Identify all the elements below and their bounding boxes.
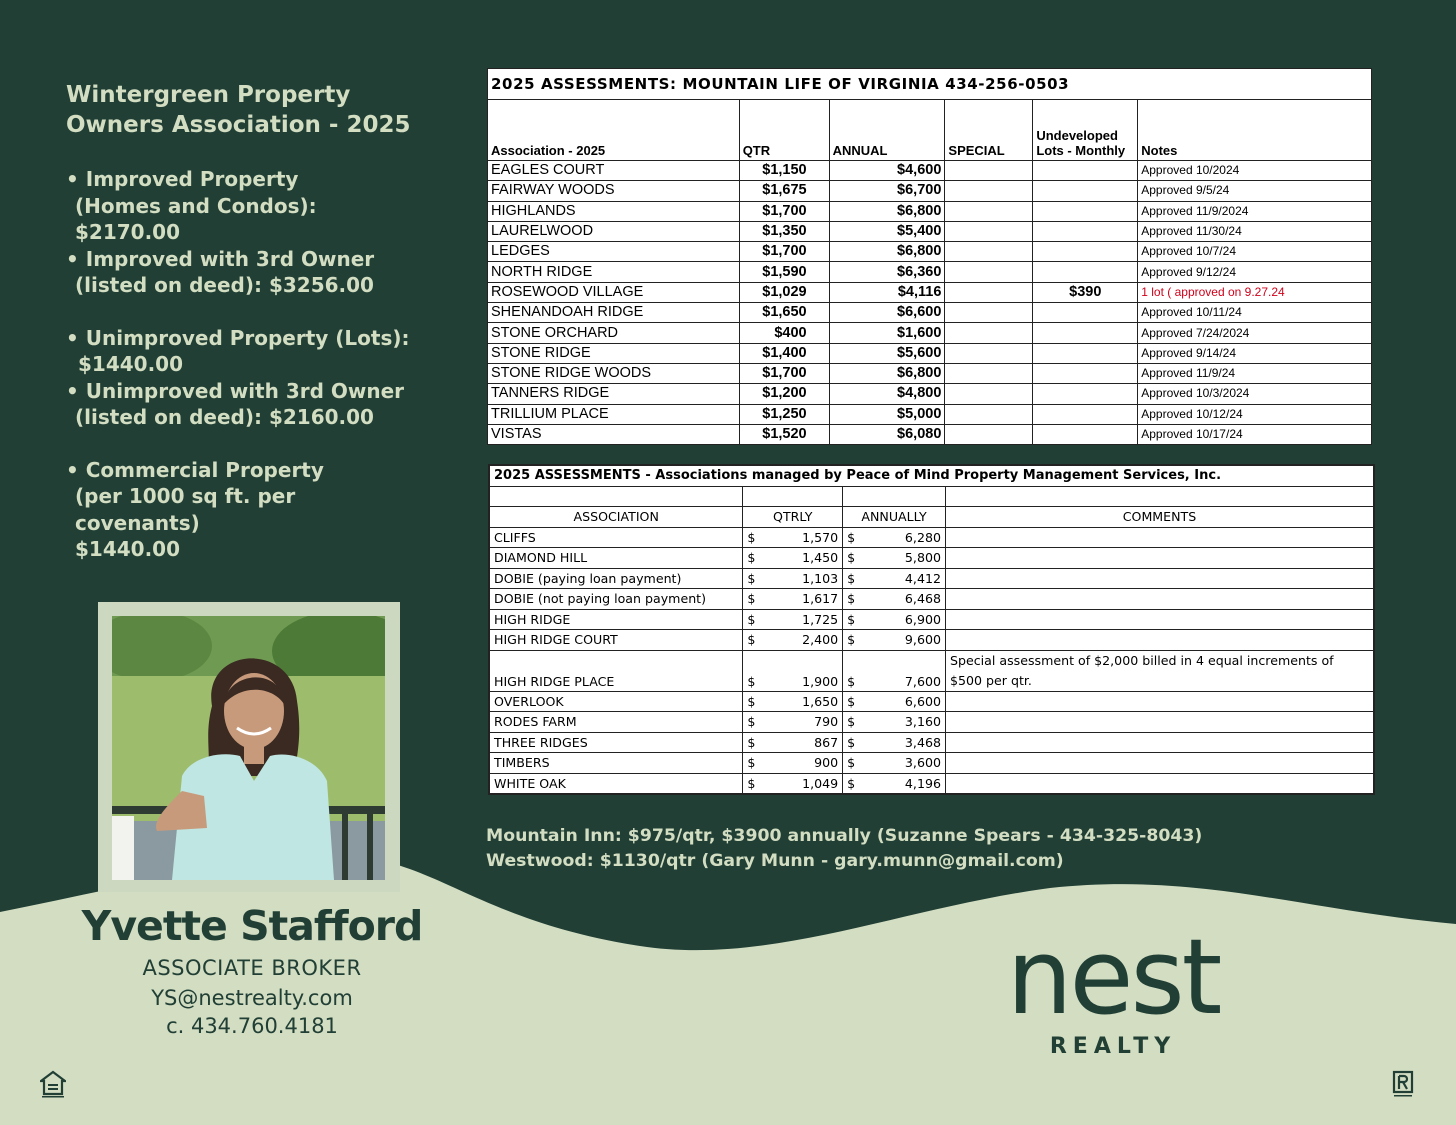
amount-value: 6,600 — [904, 693, 941, 709]
association-cell: STONE ORCHARD — [488, 323, 740, 343]
association-cell: SHENANDOAH RIDGE — [488, 303, 740, 323]
agent-phone[interactable]: c. 434.760.4181 — [166, 1014, 338, 1038]
bullet-unimproved-3rd: • Unimproved with 3rd Owner — [66, 378, 405, 403]
qtrly-cell — [743, 568, 843, 589]
association-cell: DOBIE (paying loan payment) — [489, 568, 743, 589]
undeveloped-cell — [1033, 323, 1138, 343]
table1-header-undeveloped: Undeveloped Lots - Monthly — [1033, 100, 1138, 161]
comments-cell — [945, 691, 1374, 712]
table1-body — [488, 161, 1372, 445]
table2-row — [489, 773, 1374, 794]
association-cell: LEDGES — [488, 242, 740, 262]
annual-cell: $4,116 — [829, 282, 945, 302]
annually-cell — [843, 630, 946, 651]
association-cell: HIGH RIDGE PLACE — [489, 650, 743, 691]
table1-row — [488, 363, 1372, 383]
qtr-cell: $1,200 — [739, 384, 829, 404]
annual-cell: $6,700 — [829, 181, 945, 201]
undeveloped-cell — [1033, 384, 1138, 404]
comments-cell — [945, 773, 1374, 794]
currency-symbol: $ — [747, 734, 756, 750]
association-cell: NORTH RIDGE — [488, 262, 740, 282]
comments-cell — [945, 589, 1374, 610]
amount-value: 9,600 — [904, 632, 941, 648]
qtr-cell: $1,400 — [739, 343, 829, 363]
amount-value: 6,900 — [904, 611, 941, 627]
agent-role: ASSOCIATE BROKER — [142, 956, 362, 980]
currency-symbol: $ — [847, 693, 856, 709]
special-cell — [945, 201, 1033, 221]
special-cell — [945, 384, 1033, 404]
table2-row — [489, 691, 1374, 712]
annually-cell — [843, 753, 946, 774]
amount-value: 1,049 — [802, 775, 839, 791]
annually-cell — [843, 609, 946, 630]
table1-header-row — [488, 100, 1372, 161]
association-cell: WHITE OAK — [489, 773, 743, 794]
amount-value: 1,617 — [802, 591, 839, 607]
amount-value: 1,900 — [802, 673, 839, 689]
annually-cell — [843, 527, 946, 548]
table1-row — [488, 404, 1372, 424]
amount-value: 4,196 — [904, 775, 941, 791]
amount-value: 4,412 — [904, 570, 941, 586]
currency-symbol: $ — [847, 529, 856, 545]
comments-cell — [945, 753, 1374, 774]
annual-cell: $6,800 — [829, 363, 945, 383]
table1-row — [488, 161, 1372, 181]
annual-cell: $1,600 — [829, 323, 945, 343]
annually-cell — [843, 650, 946, 691]
special-cell — [945, 343, 1033, 363]
annual-cell: $5,600 — [829, 343, 945, 363]
currency-symbol: $ — [747, 693, 756, 709]
table1-row — [488, 181, 1372, 201]
annual-cell: $6,360 — [829, 262, 945, 282]
table1-row — [488, 242, 1372, 262]
annual-cell: $5,400 — [829, 221, 945, 241]
association-cell: HIGHLANDS — [488, 201, 740, 221]
special-cell — [945, 181, 1033, 201]
undeveloped-cell — [1033, 221, 1138, 241]
association-cell: ROSEWOOD VILLAGE — [488, 282, 740, 302]
notes-cell: Approved 10/2024 — [1138, 161, 1372, 181]
amount-value: 1,725 — [802, 611, 839, 627]
annually-cell — [843, 773, 946, 794]
table2-title: 2025 ASSESSMENTS - Associations managed by Peace of Mind Property Management Services, Inc. — [489, 465, 1374, 486]
special-cell — [945, 363, 1033, 383]
qtrly-cell — [743, 732, 843, 753]
currency-symbol: $ — [847, 611, 856, 627]
table2-row — [489, 589, 1374, 610]
undeveloped-cell — [1033, 242, 1138, 262]
table2-header-comments: COMMENTS — [945, 507, 1374, 528]
currency-symbol: $ — [847, 591, 856, 607]
table1-row — [488, 424, 1372, 444]
association-cell: DIAMOND HILL — [489, 548, 743, 569]
westwood-line: Westwood: $1130/qtr (Gary Munn - gary.munn@gmail.com) — [486, 850, 1064, 871]
table2-row — [489, 609, 1374, 630]
association-cell: RODES FARM — [489, 712, 743, 733]
annually-cell — [843, 589, 946, 610]
bullet-improved: • Improved Property — [66, 167, 299, 191]
bullet-unimproved: • Unimproved Property (Lots): — [66, 325, 410, 350]
qtr-cell: $1,700 — [739, 363, 829, 383]
undeveloped-cell — [1033, 262, 1138, 282]
agent-email[interactable]: YS@nestrealty.com — [151, 986, 353, 1010]
notes-cell: Approved 11/9/2024 — [1138, 201, 1372, 221]
currency-symbol: $ — [847, 632, 856, 648]
hoa-title — [66, 80, 426, 140]
currency-symbol: $ — [847, 570, 856, 586]
comments-cell — [945, 712, 1374, 733]
agent-photo-frame — [98, 602, 400, 892]
bullet-commercial-detail: (per 1000 sq ft. per covenants) — [75, 484, 296, 535]
table1-row — [488, 303, 1372, 323]
undeveloped-cell — [1033, 424, 1138, 444]
annual-cell: $4,800 — [829, 384, 945, 404]
currency-symbol: $ — [847, 673, 856, 689]
table1-row — [488, 221, 1372, 241]
qtr-cell: $1,350 — [739, 221, 829, 241]
association-cell: TIMBERS — [489, 753, 743, 774]
qtr-cell: $1,700 — [739, 242, 829, 262]
amount-value: 3,600 — [904, 755, 941, 771]
association-cell: STONE RIDGE — [488, 343, 740, 363]
comments-cell — [945, 732, 1374, 753]
table2-row — [489, 650, 1374, 691]
association-cell: TRILLIUM PLACE — [488, 404, 740, 424]
table1-header-association: Association - 2025 — [488, 100, 740, 161]
bullet-improved-3rd: • Improved with 3rd Owner — [66, 246, 375, 271]
association-cell: TANNERS RIDGE — [488, 384, 740, 404]
qtrly-cell — [743, 609, 843, 630]
currency-symbol: $ — [747, 714, 756, 730]
annually-cell — [843, 691, 946, 712]
other-associations-note — [486, 824, 1202, 873]
qtr-cell: $1,250 — [739, 404, 829, 424]
qtr-cell: $1,029 — [739, 282, 829, 302]
special-cell — [945, 404, 1033, 424]
amount-value: 6,468 — [904, 591, 941, 607]
hoa-title-line2: Owners Association - 2025 — [66, 112, 411, 138]
currency-symbol: $ — [747, 755, 756, 771]
special-cell — [945, 303, 1033, 323]
realtor-icon — [1392, 1070, 1414, 1098]
qtrly-cell — [743, 548, 843, 569]
table2-header-row — [489, 507, 1374, 528]
currency-symbol: $ — [847, 775, 856, 791]
association-cell: CLIFFS — [489, 527, 743, 548]
comments-cell — [945, 527, 1374, 548]
currency-symbol: $ — [847, 755, 856, 771]
qtrly-cell — [743, 712, 843, 733]
bullet-improved-3rd-value: (listed on deed): $3256.00 — [75, 273, 374, 297]
qtr-cell: $400 — [739, 323, 829, 343]
table2-row — [489, 753, 1374, 774]
table2-header-annually: ANNUALLY — [843, 507, 946, 528]
table1-header-qtr: QTR — [739, 100, 829, 161]
notes-cell: Approved 10/17/24 — [1138, 424, 1372, 444]
comments-cell — [945, 548, 1374, 569]
mountain-life-assessment-table — [487, 68, 1372, 445]
undeveloped-cell: $390 — [1033, 282, 1138, 302]
association-cell: HIGH RIDGE COURT — [489, 630, 743, 651]
special-cell — [945, 161, 1033, 181]
currency-symbol: $ — [847, 550, 856, 566]
comments-cell — [945, 568, 1374, 589]
currency-symbol: $ — [747, 550, 756, 566]
undeveloped-cell — [1033, 161, 1138, 181]
amount-value: 1,103 — [802, 570, 839, 586]
association-cell: LAURELWOOD — [488, 221, 740, 241]
table1-row — [488, 262, 1372, 282]
qtrly-cell — [743, 650, 843, 691]
nest-logo-sub: REALTY — [1049, 1034, 1177, 1059]
association-cell: THREE RIDGES — [489, 732, 743, 753]
table2-row — [489, 527, 1374, 548]
annual-cell: $6,800 — [829, 242, 945, 262]
amount-value: 6,280 — [904, 529, 941, 545]
annually-cell — [843, 548, 946, 569]
table1-row — [488, 384, 1372, 404]
table1-row — [488, 343, 1372, 363]
special-cell — [945, 424, 1033, 444]
currency-symbol: $ — [747, 529, 756, 545]
notes-cell: Approved 9/14/24 — [1138, 343, 1372, 363]
annually-cell — [843, 568, 946, 589]
notes-cell: Approved 10/12/24 — [1138, 404, 1372, 424]
association-cell: STONE RIDGE WOODS — [488, 363, 740, 383]
table2-row — [489, 712, 1374, 733]
association-cell: EAGLES COURT — [488, 161, 740, 181]
amount-value: 3,468 — [904, 734, 941, 750]
undeveloped-cell — [1033, 404, 1138, 424]
annually-cell — [843, 712, 946, 733]
amount-value: 790 — [814, 714, 839, 730]
qtrly-cell — [743, 589, 843, 610]
table1-header-special: SPECIAL — [945, 100, 1033, 161]
hoa-title-line1: Wintergreen Property — [66, 82, 351, 108]
amount-value: 867 — [814, 734, 839, 750]
notes-cell: Approved 7/24/2024 — [1138, 323, 1372, 343]
amount-value: 1,570 — [802, 529, 839, 545]
table2-row — [489, 548, 1374, 569]
currency-symbol: $ — [847, 734, 856, 750]
undeveloped-cell — [1033, 201, 1138, 221]
table2-row — [489, 732, 1374, 753]
currency-symbol: $ — [747, 611, 756, 627]
annually-cell — [843, 732, 946, 753]
undeveloped-cell — [1033, 181, 1138, 201]
qtr-cell: $1,700 — [739, 201, 829, 221]
qtr-cell: $1,590 — [739, 262, 829, 282]
table2-header-association: ASSOCIATION — [489, 507, 743, 528]
table2-row — [489, 630, 1374, 651]
special-cell — [945, 323, 1033, 343]
association-cell: OVERLOOK — [489, 691, 743, 712]
notes-cell: Approved 11/9/24 — [1138, 363, 1372, 383]
table2-body — [489, 527, 1374, 794]
amount-value: 2,400 — [802, 632, 839, 648]
notes-cell: Approved 9/5/24 — [1138, 181, 1372, 201]
undeveloped-cell — [1033, 363, 1138, 383]
amount-value: 900 — [814, 755, 839, 771]
amount-value: 5,800 — [904, 550, 941, 566]
currency-symbol: $ — [747, 632, 756, 648]
qtr-cell: $1,650 — [739, 303, 829, 323]
bullet-commercial-value: $1440.00 — [75, 537, 181, 561]
currency-symbol: $ — [847, 714, 856, 730]
bullet-unimproved-value: $1440.00 — [78, 352, 184, 376]
association-cell: FAIRWAY WOODS — [488, 181, 740, 201]
currency-symbol: $ — [747, 673, 756, 689]
undeveloped-cell — [1033, 343, 1138, 363]
qtrly-cell — [743, 527, 843, 548]
comments-cell — [945, 630, 1374, 651]
agent-photo — [112, 616, 385, 880]
notes-cell: Approved 10/3/2024 — [1138, 384, 1372, 404]
special-cell — [945, 242, 1033, 262]
amount-value: 3,160 — [904, 714, 941, 730]
agent-name: Yvette Stafford — [81, 902, 423, 950]
notes-cell: Approved 9/12/24 — [1138, 262, 1372, 282]
association-cell: VISTAS — [488, 424, 740, 444]
special-cell — [945, 221, 1033, 241]
annual-cell: $6,600 — [829, 303, 945, 323]
table1-row — [488, 282, 1372, 302]
association-cell: HIGH RIDGE — [489, 609, 743, 630]
currency-symbol: $ — [747, 591, 756, 607]
annual-cell: $4,600 — [829, 161, 945, 181]
qtrly-cell — [743, 753, 843, 774]
annual-cell: $5,000 — [829, 404, 945, 424]
special-cell — [945, 282, 1033, 302]
amount-value: 1,450 — [802, 550, 839, 566]
comments-cell — [945, 609, 1374, 630]
mountain-inn-line: Mountain Inn: $975/qtr, $3900 annually (Suzanne Spears - 434-325-8043) — [486, 826, 1203, 846]
annual-cell: $6,800 — [829, 201, 945, 221]
comments-cell: Special assessment of $2,000 billed in 4 equal increments of $500 per qtr. — [945, 650, 1374, 691]
equal-housing-icon — [40, 1070, 66, 1098]
notes-cell: Approved 10/11/24 — [1138, 303, 1372, 323]
notes-cell: 1 lot ( approved on 9.27.24 — [1138, 282, 1372, 302]
bullet-unimproved-3rd-value: (listed on deed): $2160.00 — [75, 405, 374, 429]
nest-logo-word: nest — [1006, 916, 1220, 1038]
notes-cell: Approved 10/7/24 — [1138, 242, 1372, 262]
undeveloped-cell — [1033, 303, 1138, 323]
table1-header-annual: ANNUAL — [829, 100, 945, 161]
qtr-cell: $1,675 — [739, 181, 829, 201]
annual-cell: $6,080 — [829, 424, 945, 444]
table1-header-notes: Notes — [1138, 100, 1372, 161]
table1-title: 2025 ASSESSMENTS: MOUNTAIN LIFE OF VIRGINIA 434-256-0503 — [488, 69, 1372, 100]
bullet-commercial: • Commercial Property — [66, 457, 324, 482]
amount-value: 7,600 — [904, 673, 941, 689]
table1-row — [488, 323, 1372, 343]
qtrly-cell — [743, 773, 843, 794]
hoa-fees-list — [66, 166, 426, 563]
table2-blank-row — [489, 486, 1374, 507]
currency-symbol: $ — [747, 775, 756, 791]
currency-symbol: $ — [747, 570, 756, 586]
qtrly-cell — [743, 691, 843, 712]
qtr-cell: $1,150 — [739, 161, 829, 181]
table1-row — [488, 201, 1372, 221]
notes-cell: Approved 11/30/24 — [1138, 221, 1372, 241]
table2-header-qtrly: QTRLY — [743, 507, 843, 528]
peace-of-mind-assessment-table — [488, 464, 1375, 795]
qtrly-cell — [743, 630, 843, 651]
table2-row — [489, 568, 1374, 589]
amount-value: 1,650 — [802, 693, 839, 709]
special-cell — [945, 262, 1033, 282]
association-cell: DOBIE (not paying loan payment) — [489, 589, 743, 610]
qtr-cell: $1,520 — [739, 424, 829, 444]
bullet-improved-value: (Homes and Condos): $2170.00 — [75, 193, 317, 244]
